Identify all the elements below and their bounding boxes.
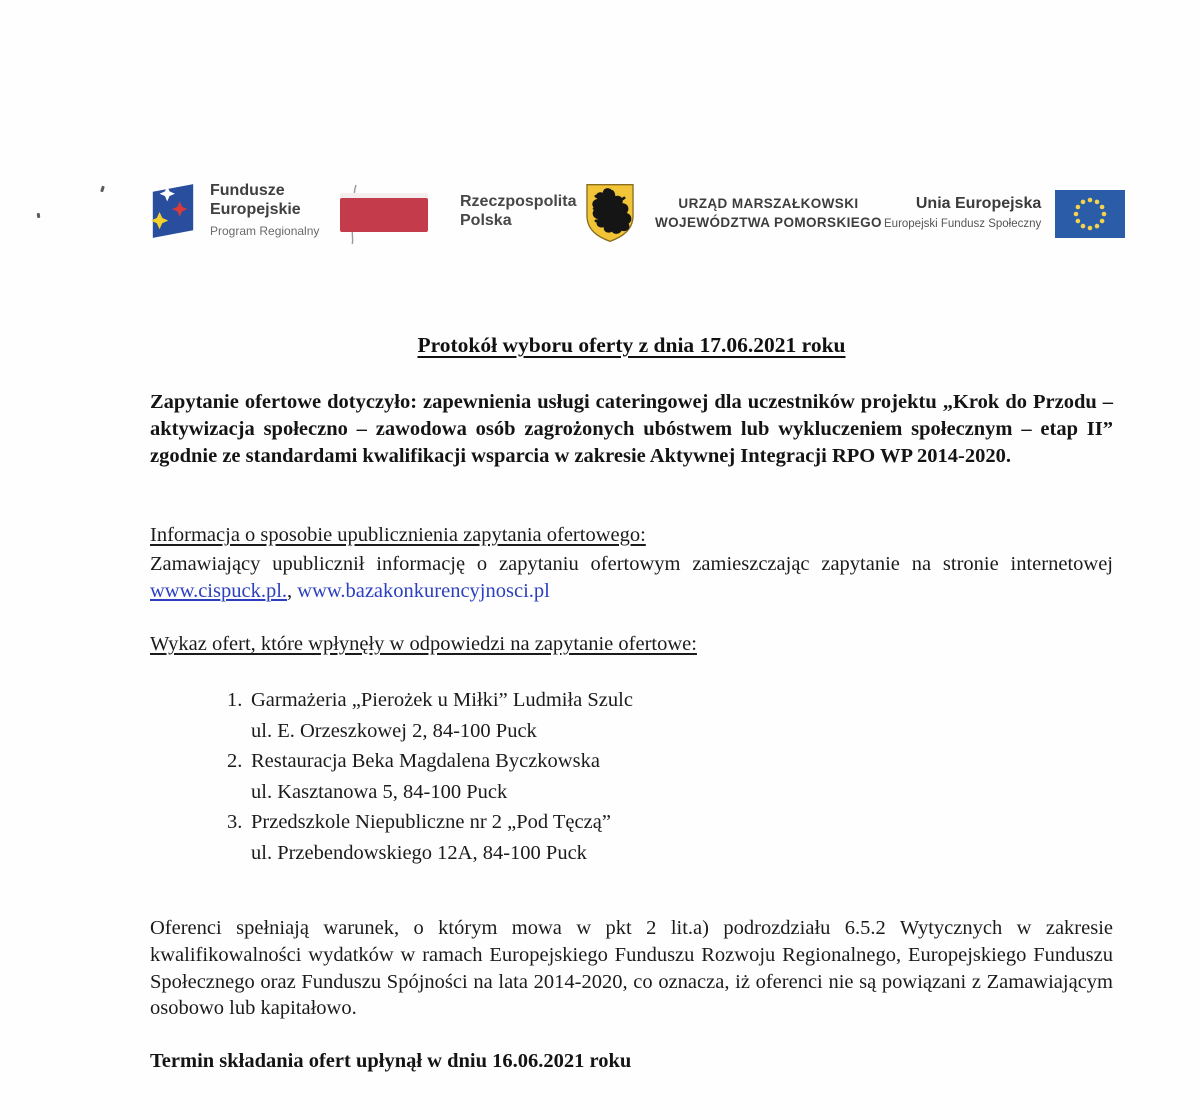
publication-text: Zamawiający upublicznił informację o zapytaniu ofertowym zamieszczając zapytanie na stronie internetowej xyxy=(150,553,1113,575)
document-title: Protokół wyboru oferty z dnia 17.06.2021 roku xyxy=(417,333,846,357)
fundusze-europejskie-flag-icon xyxy=(148,180,198,242)
offer-number: 2. xyxy=(227,750,243,772)
logo-rp-title-line1: Rzeczpospolita xyxy=(460,193,577,210)
offer-name: Garmażeria „Pierożek u Miłki” Ludmiła Szulc xyxy=(251,689,633,711)
scan-artifact xyxy=(37,213,41,218)
logo-fe-subtitle: Program Regionalny xyxy=(210,224,320,238)
publication-paragraph xyxy=(150,551,1113,605)
scan-artifact xyxy=(100,186,105,193)
eu-flag-icon xyxy=(1055,190,1125,238)
offer-item xyxy=(227,746,633,807)
logo-fundusze-europejskie xyxy=(148,180,319,242)
offer-name: Przedszkole Niepubliczne nr 2 „Pod Tęczą” xyxy=(251,811,611,833)
deadline-statement: Termin składania ofert upłynął w dniu 16.06.2021 roku xyxy=(150,1050,632,1072)
logo-rp-title-line2: Polska xyxy=(460,212,512,229)
logo-urzad-marszalkowski xyxy=(583,182,882,244)
section-heading-publication: Informacja o sposobie upublicznienia zapytania ofertowego: xyxy=(150,524,646,546)
offer-address: ul. Kasztanowa 5, 84-100 Puck xyxy=(251,780,508,803)
offer-address: ul. Przebendowskiego 12A, 84-100 Puck xyxy=(251,841,587,864)
poland-flag-icon xyxy=(340,198,428,232)
pomorskie-coat-of-arms-icon xyxy=(583,182,637,244)
offer-name: Restauracja Beka Magdalena Byczkowska xyxy=(251,750,600,772)
offer-number: 3. xyxy=(227,811,243,833)
logo-fe-title-line2: Europejskie xyxy=(210,201,301,218)
link-cispuck[interactable]: www.cispuck.pl. xyxy=(150,579,288,602)
link-bazakonkurencyjnosci[interactable]: www.bazakonkurencyjnosci.pl xyxy=(297,579,550,602)
logo-um-line2: WOJEWÓDZTWA POMORSKIEGO xyxy=(655,215,882,230)
subject-paragraph: Zapytanie ofertowe dotyczyło: zapewnienia usługi cateringowej dla uczestników projektu „Krok do Przodu – aktywizacja społeczno – zawodowa osób zagrożonych ubóstwem lub wykluczeniem społecznym – etap II” zgodnie ze standardami kwalifikacji wsparcia w zakresie Aktywnej Integracji RPO WP 2014-2020. xyxy=(150,391,1113,467)
offer-item xyxy=(227,685,633,746)
logo-rzeczpospolita-polska xyxy=(340,190,576,232)
logo-um-line1: URZĄD MARSZAŁKOWSKI xyxy=(678,196,859,211)
logo-ue-subtitle: Europejski Fundusz Społeczny xyxy=(884,218,1042,230)
logo-ue-title: Unia Europejska xyxy=(915,195,1042,212)
logo-unia-europejska xyxy=(884,190,1125,238)
eligibility-paragraph: Oferenci spełniają warunek, o którym mowa w pkt 2 lit.a) podrozdziału 6.5.2 Wytycznych w zakresie kwalifikowalności wydatków w ramach Europejskiego Funduszu Rozwoju Regionalnego, Europejskiego Funduszu Społecznego oraz Funduszu Spójności na lata 2014-2020, co oznacza, iż oferenci nie są powiązani z Zamawiającym osobowo lub kapitałowo. xyxy=(150,917,1113,1020)
offers-list xyxy=(227,685,633,868)
offer-address: ul. E. Orzeszkowej 2, 84-100 Puck xyxy=(251,719,537,742)
logo-fe-title-line1: Fundusze xyxy=(210,182,285,199)
offer-number: 1. xyxy=(227,689,243,711)
section-heading-offers: Wykaz ofert, które wpłynęły w odpowiedzi na zapytanie ofertowe: xyxy=(150,633,697,655)
offer-item xyxy=(227,807,633,868)
link-separator: , xyxy=(287,579,298,602)
